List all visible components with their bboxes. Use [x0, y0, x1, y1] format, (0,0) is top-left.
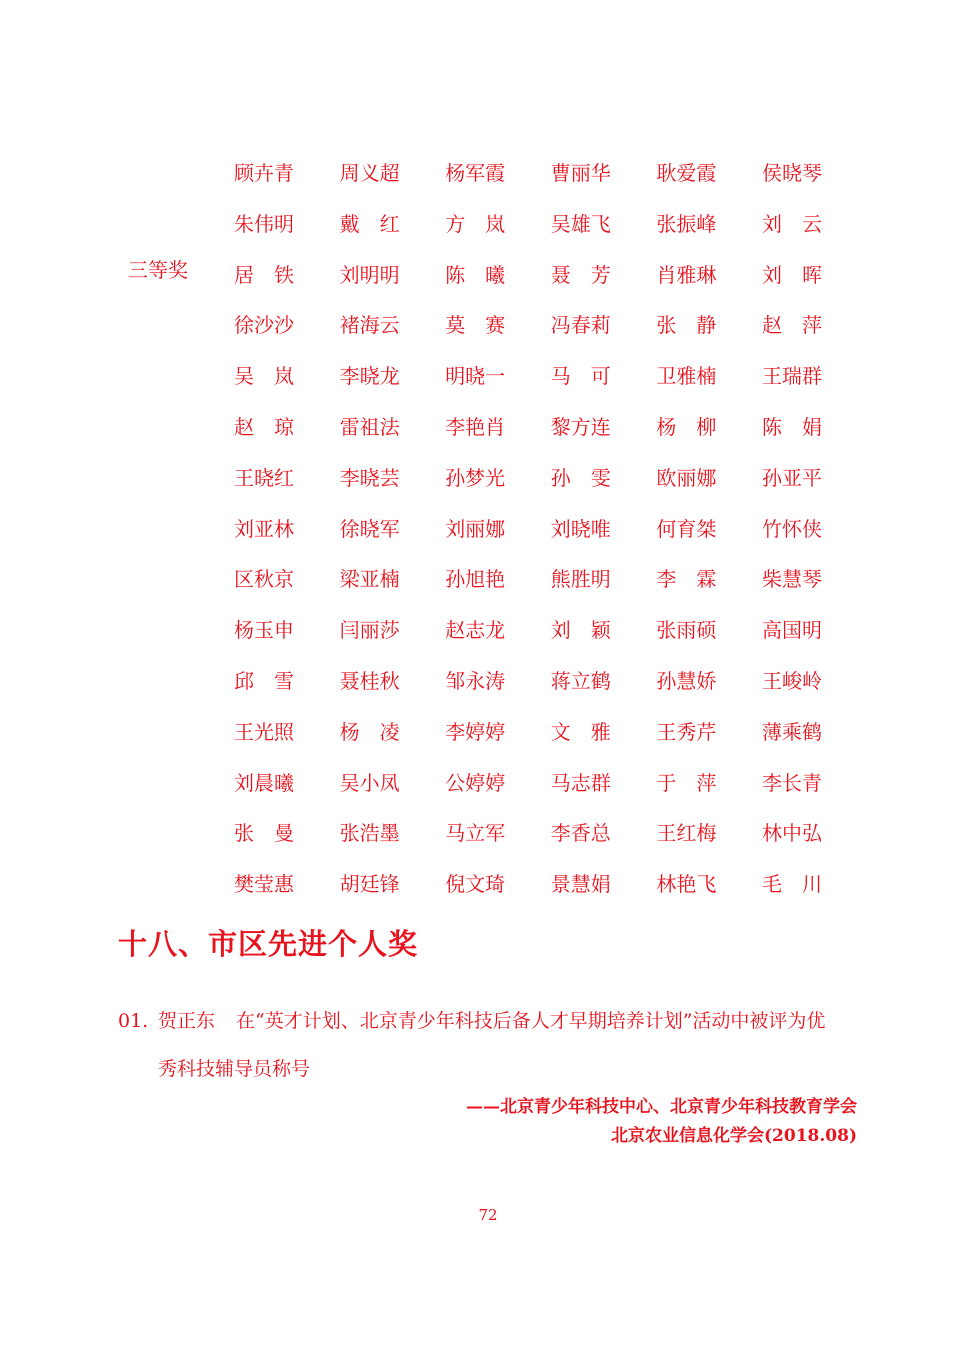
name-cell: 蒋立鹤 — [550, 668, 611, 693]
name-cell: 王瑞群 — [761, 364, 822, 389]
name-cell: 杨 柳 — [656, 414, 717, 439]
entry-person: 贺正东 — [158, 1010, 216, 1032]
name-cell: 吴小凤 — [339, 770, 400, 795]
name-cell: 刘 云 — [761, 211, 822, 236]
name-cell: 李婷婷 — [445, 719, 506, 744]
name-cell: 林艳飞 — [656, 872, 717, 897]
section-heading: 十八、市区先进个人奖 — [118, 927, 419, 961]
name-cell: 李香总 — [550, 821, 611, 846]
name-cell: 杨玉申 — [234, 618, 294, 643]
name-cell: 高国明 — [761, 618, 822, 643]
name-cell: 王峻岭 — [761, 668, 822, 693]
name-cell: 吴 岚 — [234, 364, 294, 389]
name-cell: 刘亚林 — [234, 516, 294, 541]
name-cell: 王红梅 — [656, 821, 717, 846]
name-cell: 刘晓唯 — [550, 516, 611, 541]
page-number: 72 — [478, 1206, 498, 1224]
name-cell: 孙梦光 — [445, 465, 506, 490]
name-cell: 景慧娟 — [550, 872, 611, 897]
name-cell: 邹永涛 — [445, 668, 506, 693]
name-cell: 刘明明 — [339, 262, 400, 287]
name-cell: 李 霖 — [656, 567, 717, 592]
name-cell: 戴 红 — [339, 211, 400, 236]
name-cell: 柴慧琴 — [761, 567, 822, 592]
name-cell: 刘 晖 — [761, 262, 822, 287]
name-cell: 聂桂秋 — [339, 668, 400, 693]
name-cell: 徐晓军 — [339, 516, 400, 541]
name-cell: 陈 娟 — [761, 414, 822, 439]
award-entry — [118, 1006, 878, 1036]
name-cell: 孙亚平 — [761, 465, 822, 490]
name-cell: 王秀芹 — [656, 719, 717, 744]
name-cell: 马志群 — [550, 770, 611, 795]
entry-text-line1: 在“英才计划、北京青少年科技后备人才早期培养计划”活动中被评为优 — [236, 1010, 826, 1032]
name-cell: 张 静 — [656, 313, 717, 338]
name-cell: 杨军霞 — [445, 161, 506, 185]
entry-text-line2: 秀科技辅导员称号 — [158, 1058, 311, 1080]
name-cell: 陈 曦 — [445, 262, 506, 287]
name-cell: 肖雅琳 — [656, 262, 717, 287]
entry-source-line2: 北京农业信息化学会(2018.08) — [611, 1126, 857, 1146]
name-cell: 曹丽华 — [550, 161, 611, 185]
name-cell: 孙 雯 — [550, 465, 611, 490]
name-cell: 刘 颖 — [550, 618, 611, 643]
name-cell: 黎方连 — [550, 414, 611, 439]
name-cell: 区秋京 — [234, 567, 294, 592]
entry-number: 01. — [118, 1010, 149, 1032]
name-cell: 刘晨曦 — [234, 770, 294, 795]
name-cell: 莫 赛 — [445, 313, 506, 338]
name-cell: 赵 萍 — [761, 313, 822, 338]
name-cell: 林中弘 — [761, 821, 822, 846]
name-cell: 熊胜明 — [550, 567, 611, 592]
name-cell: 王光照 — [234, 719, 294, 744]
name-cell: 聂 芳 — [550, 262, 611, 287]
name-cell: 孙旭艳 — [445, 567, 506, 592]
name-cell: 王晓红 — [234, 465, 294, 490]
name-cell: 刘丽娜 — [445, 516, 506, 541]
name-cell: 马 可 — [550, 364, 611, 389]
name-cell: 赵 琼 — [234, 414, 294, 439]
award-level-label: 三等奖 — [128, 258, 188, 282]
name-cell: 胡廷锋 — [339, 872, 400, 897]
name-cell: 明晓一 — [445, 364, 506, 389]
name-cell: 薄乘鹤 — [761, 719, 822, 744]
name-cell: 卫雅楠 — [656, 364, 717, 389]
name-cell: 张浩墨 — [339, 821, 400, 846]
names-grid — [234, 157, 854, 919]
name-cell: 欧丽娜 — [656, 465, 717, 490]
name-cell: 冯春莉 — [550, 313, 611, 338]
name-cell: 梁亚楠 — [339, 567, 400, 592]
name-cell: 杨 凌 — [339, 719, 400, 744]
name-cell: 何育桀 — [656, 516, 717, 541]
name-cell: 马立军 — [445, 821, 506, 846]
name-cell: 方 岚 — [445, 211, 506, 236]
name-cell: 侯晓琴 — [761, 161, 822, 185]
entry-source-line1: ——北京青少年科技中心、北京青少年科技教育学会 — [466, 1097, 857, 1117]
name-cell: 邱 雪 — [234, 668, 294, 693]
name-cell: 李晓芸 — [339, 465, 400, 490]
name-cell: 周义超 — [339, 161, 400, 185]
name-cell: 张振峰 — [656, 211, 717, 236]
name-cell: 居 铁 — [234, 262, 294, 287]
name-cell: 吴雄飞 — [550, 211, 611, 236]
name-cell: 顾卉青 — [234, 161, 294, 185]
name-cell: 闫丽莎 — [339, 618, 400, 643]
name-cell: 赵志龙 — [445, 618, 506, 643]
name-cell: 李晓龙 — [339, 364, 400, 389]
name-cell: 朱伟明 — [234, 211, 294, 236]
name-cell: 于 萍 — [656, 770, 717, 795]
name-cell: 毛 川 — [761, 872, 822, 897]
name-cell: 李艳肖 — [445, 414, 506, 439]
name-cell: 樊莹惠 — [234, 872, 294, 897]
name-cell: 雷祖法 — [339, 414, 400, 439]
name-cell: 文 雅 — [550, 719, 611, 744]
name-cell: 李长青 — [761, 770, 822, 795]
name-cell: 竹怀侠 — [761, 516, 822, 541]
name-cell: 徐沙沙 — [234, 313, 294, 338]
name-cell: 张 曼 — [234, 821, 294, 846]
name-cell: 褚海云 — [339, 313, 400, 338]
name-cell: 耿爱霞 — [656, 161, 717, 185]
name-cell: 公婷婷 — [445, 770, 506, 795]
name-cell: 倪文琦 — [445, 872, 506, 897]
name-cell: 孙慧娇 — [656, 668, 717, 693]
name-cell: 张雨硕 — [656, 618, 717, 643]
